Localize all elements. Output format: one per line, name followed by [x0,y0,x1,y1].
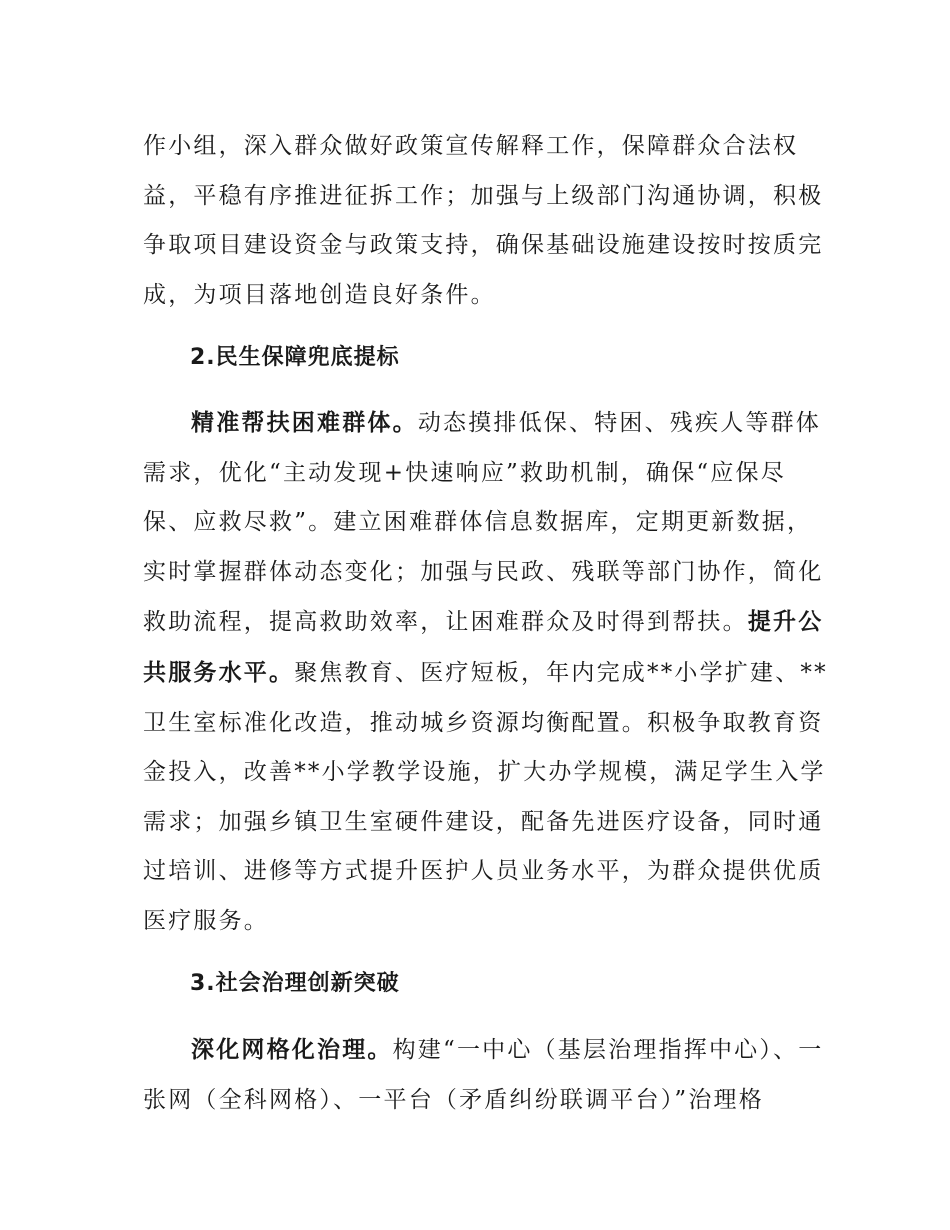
lead-phrase-targeted-assistance: 精准帮扶困难群体。 [191,409,418,436]
lead-phrase-public-services: 提升公共服务水平。 [143,608,824,686]
paragraph-continuation: 作小组，深入群众做好政策宣传解释工作，保障群众合法权益，平稳有序推进征拆工作；加强与上级部门沟通协调，积极争取项目建设资金与政策支持，确保基础设施建设按时按质完成，为项目落地创造良好条件。 [143,133,824,308]
section-heading-livelihood: 2.民生保障兜底提标 [190,345,400,370]
paragraph-governance [143,1025,833,1125]
paragraph-text: 构建“一中心（基层治理指挥中心）、一张网（全科网格）、一平台（矛盾纠纷联调平台）”治理格 [143,1037,824,1113]
section-heading-governance: 3.社会治理创新突破 [190,971,400,996]
paragraph-text: 聚焦教育、医疗短板，年内完成**小学扩建、**卫生室标准化改造，推动城乡资源均衡配置。积极争取教育资金投入，改善**小学教学设施，扩大办学规模，满足学生入学需求；加强乡镇卫生室硬件建设，配备先进医疗设备，同时通过培训、进修等方式提升医护人员业务水平，为群众提供优质医疗服务。 [143,659,828,934]
paragraph-livelihood [143,398,833,947]
paragraph-text: 动态摸排低保、特困、残疾人等群体需求，优化“主动发现+快速响应”救助机制，确保“应保尽保、应救尽救”。建立困难群体信息数据库，定期更新数据，实时掌握群体动态变化；加强与民政、残联等部门协作，简化救助流程，提高救助效率，让困难群众及时得到帮扶。 [143,410,824,636]
lead-phrase-grid-governance: 深化网格化治理。 [191,1036,393,1063]
